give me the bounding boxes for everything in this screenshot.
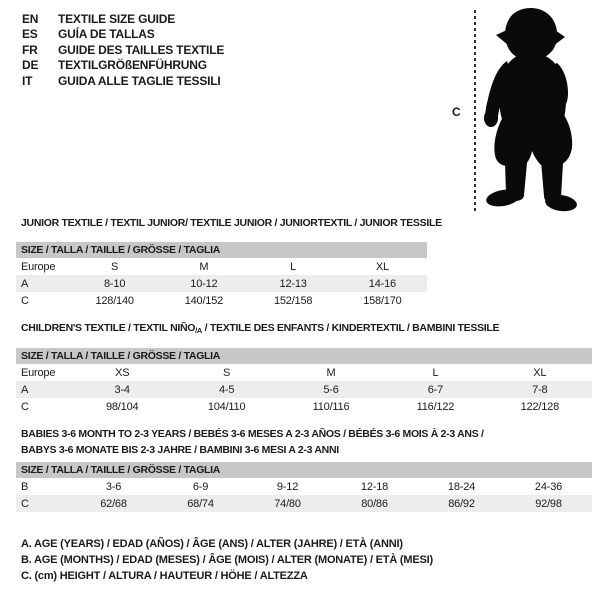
cell: 128/140 xyxy=(95,294,134,307)
table-row xyxy=(16,292,427,309)
babies-table-title xyxy=(21,427,484,458)
junior-table-title: JUNIOR TEXTILE / TEXTIL JUNIOR/ TEXTILE JUNIOR / JUNIORTEXTIL / JUNIOR TESSILE xyxy=(21,217,442,229)
cell: M xyxy=(199,260,209,273)
babies-size-table xyxy=(16,462,592,512)
lang-row-es xyxy=(22,27,224,42)
cell: S xyxy=(111,260,119,273)
cell: 158/170 xyxy=(363,294,402,307)
size-header-bar: SIZE / TALLA / TAILLE / GRÖSSE / TAGLIA xyxy=(16,348,592,364)
baby-silhouette xyxy=(483,5,585,213)
lang-code: DE xyxy=(22,58,39,73)
cell: 12-18 xyxy=(360,480,389,493)
size-header-bar: SIZE / TALLA / TAILLE / GRÖSSE / TAGLIA xyxy=(16,242,427,258)
cell: XL xyxy=(375,260,389,273)
cell: 74/80 xyxy=(274,497,301,510)
table-row xyxy=(16,364,592,381)
lang-row-de xyxy=(22,58,224,73)
cell: 122/128 xyxy=(520,400,560,413)
lang-row-fr xyxy=(22,43,224,58)
title-part: / TEXTILE DES ENFANTS / KINDERTEXTIL / BAMBINI TESSILE xyxy=(202,322,500,334)
cell: 140/152 xyxy=(184,294,224,307)
cell: 5-6 xyxy=(323,383,339,396)
row-label: B xyxy=(21,480,29,493)
row-label: Europe xyxy=(21,260,56,273)
lang-title: TEXTILGRÖßENFÜHRUNG xyxy=(58,58,207,73)
cell: 6-9 xyxy=(192,480,209,493)
cell: 12-13 xyxy=(279,277,307,290)
cell: 8-10 xyxy=(104,277,126,290)
table-row xyxy=(16,495,592,512)
cell: 3-6 xyxy=(105,480,122,493)
cell: 98/104 xyxy=(105,400,139,413)
cell: XS xyxy=(115,366,130,379)
cell: 80/86 xyxy=(361,497,388,510)
legend-line-b: B. AGE (MONTHS) / EDAD (MESES) / ÂGE (MOIS) / ALTER (MONATE) / ETÀ (MESI) xyxy=(21,553,433,566)
babies-title-line2: BABYS 3-6 MONATE BIS 2-3 JAHRE / BAMBINI 3-6 MESI A 2-3 ANNI xyxy=(21,443,339,456)
table-row xyxy=(16,398,592,415)
cell: 9-12 xyxy=(276,480,299,493)
lang-title: GUIDA ALLE TAGLIE TESSILI xyxy=(58,73,221,88)
legend-line-c: C. (cm) HEIGHT / ALTURA / HAUTEUR / HÖHE / ALTEZZA xyxy=(21,569,308,582)
cell: 6-7 xyxy=(427,383,444,396)
lang-code: EN xyxy=(22,12,39,26)
cell: 18-24 xyxy=(447,480,476,493)
language-header xyxy=(22,12,224,89)
lang-code: IT xyxy=(22,73,33,88)
cell: 68/74 xyxy=(187,497,214,510)
cell: M xyxy=(326,366,336,379)
cell: 62/68 xyxy=(100,497,127,510)
junior-size-table xyxy=(16,242,427,309)
cell: 4-5 xyxy=(218,383,235,396)
lang-title: GUÍA DE TALLAS xyxy=(58,27,155,42)
table-row xyxy=(16,258,427,275)
cell: 116/122 xyxy=(416,400,455,413)
height-measure-label: C xyxy=(452,105,461,119)
measure-legend xyxy=(21,537,433,584)
children-size-table xyxy=(16,348,592,415)
cell: 152/158 xyxy=(273,294,313,307)
lang-code: ES xyxy=(22,27,38,42)
row-label: A xyxy=(21,277,29,290)
cell: 10-12 xyxy=(190,277,218,290)
size-header-bar: SIZE / TALLA / TAILLE / GRÖSSE / TAGLIA xyxy=(16,462,592,478)
title-part: CHILDREN'S TEXTILE / TEXTIL NIÑO xyxy=(21,322,196,334)
cell: 104/110 xyxy=(207,400,246,413)
row-label: Europe xyxy=(21,366,56,379)
lang-title: GUIDE DES TAILLES TEXTILE xyxy=(58,42,225,57)
cell: 14-16 xyxy=(368,277,396,290)
title-subscript: /A xyxy=(195,326,203,335)
table-row xyxy=(16,478,592,495)
cell: L xyxy=(432,366,439,379)
row-label: A xyxy=(21,383,29,396)
height-measure-dashed-line xyxy=(474,10,476,212)
table-row xyxy=(16,381,592,398)
cell: 86/92 xyxy=(448,497,475,510)
row-label: C xyxy=(21,497,29,510)
row-label: C xyxy=(21,400,29,413)
babies-title-line1: BABIES 3-6 MONTH TO 2-3 YEARS / BEBÉS 3-6 MESES A 2-3 AÑOS / BÉBÉS 3-6 MOIS À 2-3 ANS / xyxy=(21,428,484,440)
children-table-title xyxy=(21,321,499,339)
cell: 7-8 xyxy=(532,383,548,396)
legend-line-a: A. AGE (YEARS) / EDAD (AÑOS) / ÂGE (ANS) / ALTER (JAHRE) / ETÀ (ANNI) xyxy=(21,538,403,550)
cell: 110/116 xyxy=(312,400,350,413)
lang-row-it xyxy=(22,74,224,89)
cell: XL xyxy=(533,366,547,379)
cell: 92/98 xyxy=(535,497,562,510)
table-row xyxy=(16,275,427,292)
cell: S xyxy=(223,366,231,379)
lang-title: TEXTILE SIZE GUIDE xyxy=(58,12,176,26)
cell: 3-4 xyxy=(114,383,130,396)
cell: L xyxy=(290,260,297,273)
lang-code: FR xyxy=(22,42,38,57)
cell: 24-36 xyxy=(534,480,563,493)
lang-row-en xyxy=(22,12,224,27)
row-label: C xyxy=(21,294,29,307)
